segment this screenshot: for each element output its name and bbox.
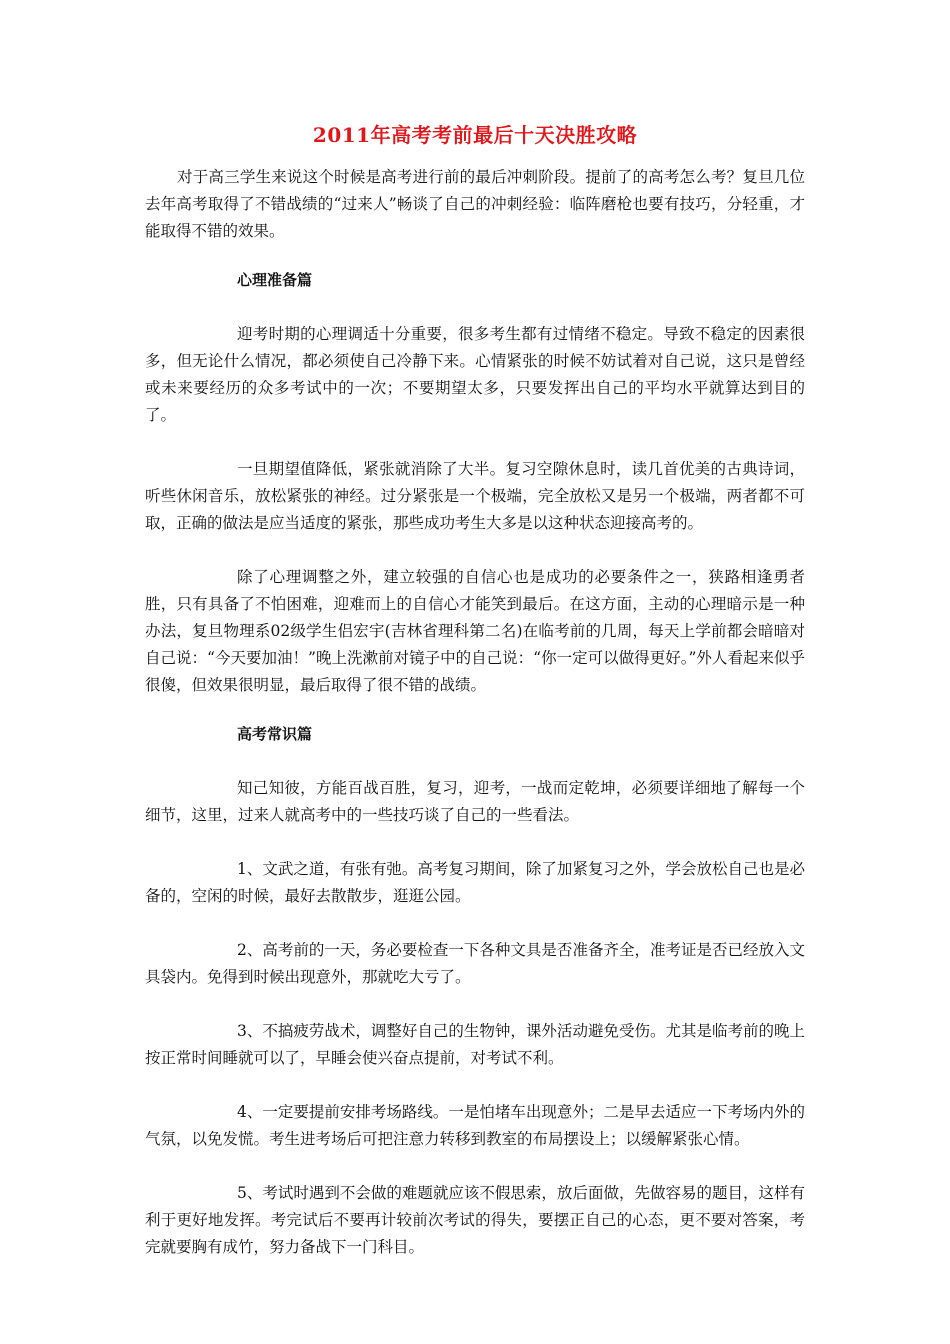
knowledge-tip-5: 5、考试时遇到不会做的难题就应该不假思索，放后面做，先做容易的题目，这样有利于更好地发挥。考完试后不要再计较前次考试的得失，要摆正自己的心态，更不要对答案，考完就要胸有成竹，努力备战下一门科目。 — [145, 1184, 805, 1256]
knowledge-tip-3: 3、不搞疲劳战术，调整好自己的生物钟，课外活动避免受伤。尤其是临考前的晚上按正常时间睡就可以了，早睡会使兴奋点提前，对考试不利。 — [145, 1022, 805, 1067]
knowledge-tip-1: 1、文武之道，有张有弛。高考复习期间，除了加紧复习之外，学会放松自己也是必备的，空闲的时候，最好去散散步，逛逛公园。 — [145, 860, 805, 905]
document-page — [145, 120, 805, 1261]
psychology-paragraph-2: 一旦期望值降低，紧张就消除了大半。复习空隙休息时，读几首优美的古典诗词，听些休闲音乐，放松紧张的神经。过分紧张是一个极端，完全放松又是另一个极端，两者都不可取，正确的做法是应当适度的紧张，那些成功考生大多是以这种状态迎接高考的。 — [145, 460, 805, 532]
knowledge-tip-4: 4、一定要提前安排考场路线。一是怕堵车出现意外；二是早去适应一下考场内外的气氛，以免发慌。考生进考场后可把注意力转移到教室的布局摆设上；以缓解紧张心情。 — [145, 1103, 805, 1148]
knowledge-paragraph-1: 知己知彼，方能百战百胜，复习，迎考，一战而定乾坤，必须要详细地了解每一个细节，这里，过来人就高考中的一些技巧谈了自己的一些看法。 — [145, 779, 805, 824]
psychology-paragraph-3: 除了心理调整之外，建立较强的自信心也是成功的必要条件之一，狭路相逢勇者胜，只有具备了不怕困难，迎难而上的自信心才能笑到最后。在这方面，主动的心理暗示是一种办法，复旦物理系02级学生侣宏宇(吉林省理科第二名)在临考前的几周，每天上学前都会暗暗对自己说：“今天要加油！”晚上洗漱前对镜子中的自己说：“你一定可以做得更好。”外人看起来似乎很傻，但效果很明显，最后取得了很不错的战绩。 — [145, 568, 805, 694]
intro-paragraph: 对于高三学生来说这个时候是高考进行前的最后冲刺阶段。提前了的高考怎么考？复旦几位去年高考取得了不错战绩的“过来人”畅谈了自己的冲刺经验：临阵磨枪也要有技巧，分轻重，才能取得不错的效果。 — [145, 168, 805, 240]
document-title: 2011年高考考前最后十天决胜攻略 — [312, 123, 638, 147]
psychology-paragraph-1: 迎考时期的心理调适十分重要，很多考生都有过情绪不稳定。导致不稳定的因素很多，但无论什么情况，都必须使自己冷静下来。心情紧张的时候不妨试着对自己说，这只是曾经或未来要经历的众多考试中的一次；不要期望太多，只要发挥出自己的平均水平就算达到目的了。 — [145, 325, 805, 424]
knowledge-tip-2: 2、高考前的一天，务必要检查一下各种文具是否准备齐全，准考证是否已经放入文具袋内。免得到时候出现意外，那就吃大亏了。 — [145, 941, 805, 986]
section-heading-knowledge: 高考常识篇 — [237, 725, 313, 743]
section-heading-psychology: 心理准备篇 — [237, 271, 313, 289]
